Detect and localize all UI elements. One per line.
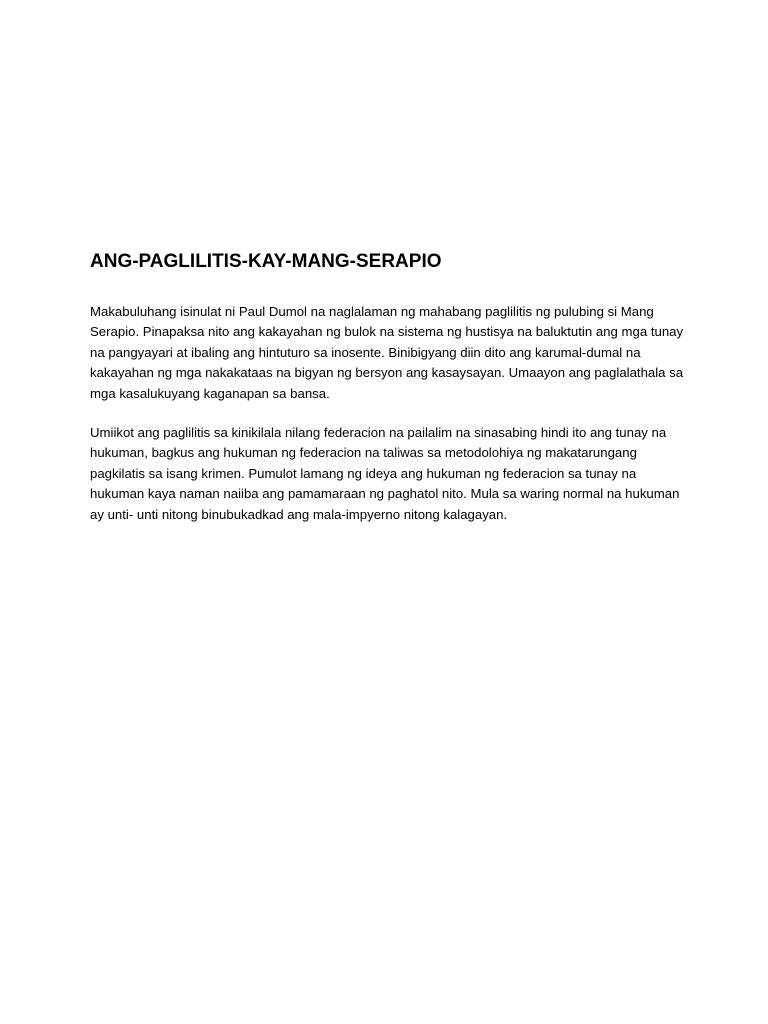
document-title: ANG-PAGLILITIS-KAY-MANG-SERAPIO bbox=[90, 251, 442, 272]
paragraph-2: Umiikot ang paglilitis sa kinikilala nilang federacion na pailalim na sinasabing hindi ito ang tunay na hukuman, bagkus ang hukuman ng federacion na taliwas sa metodolohiya ng makatarungang pagkilatis sa isang krimen. Pumulot lamang ng ideya ang hukuman ng federacion sa tunay na hukuman kaya naman naiiba ang pamamaraan ng paghatol nito. Mula sa waring normal na hukuman ay unti- unti nitong binubukadkad ang mala-impyerno nitong kalagayan. bbox=[90, 425, 680, 522]
document-body bbox=[90, 250, 690, 544]
paragraph-1: Makabuluhang isinulat ni Paul Dumol na naglalaman ng mahabang paglilitis ng pulubing si Mang Serapio. Pinapaksa nito ang kakayahan ng bulok na sistema ng hustisya na baluktutin ang mga tunay na pangyayari at ibaling ang hintuturo sa inosente. Binibigyang diin dito ang karumal-dumal na kakayahan ng mga nakakataas na bigyan ng bersyon ang kasaysayan. Umaayon ang paglalathala sa mga kasalukuyang kaganapan sa bansa. bbox=[90, 304, 684, 401]
